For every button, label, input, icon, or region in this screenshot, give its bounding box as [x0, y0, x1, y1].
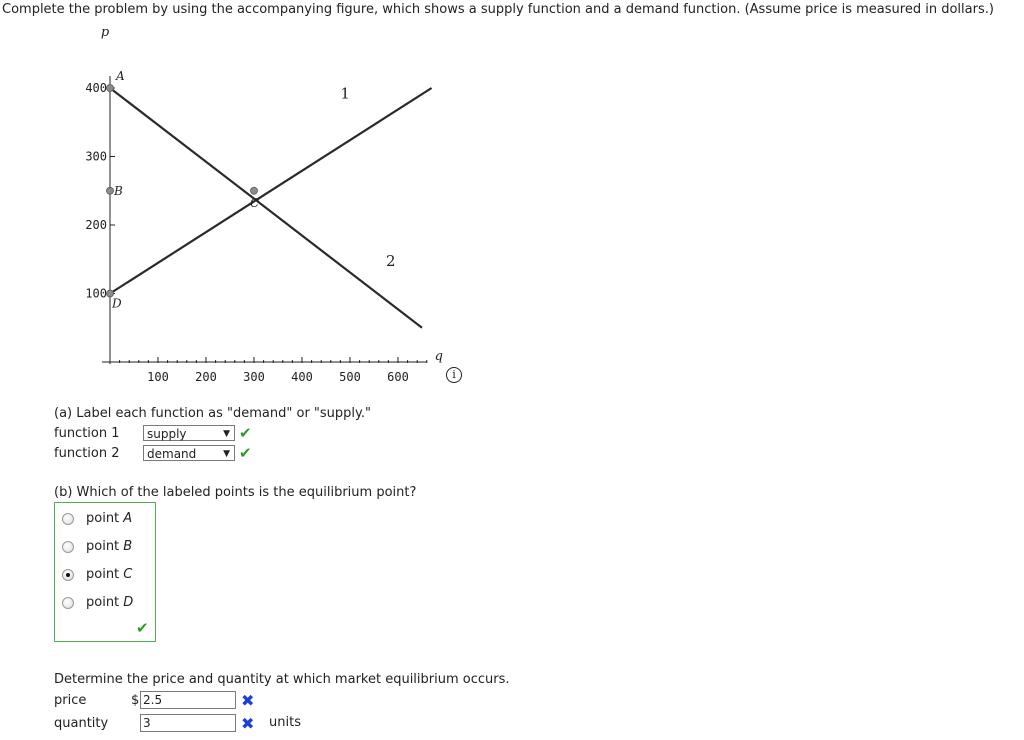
problem-statement: Complete the problem by using the accompanying figure, which shows a supply function and a demand function. (Assume price is measured in dollars.) [2, 2, 994, 17]
incorrect-x-icon: ✖ [241, 714, 255, 733]
dollar-sign: $ [131, 693, 140, 708]
y-axis-label: p [100, 25, 110, 40]
units-label: units [269, 715, 301, 730]
function-1-label: function 1 [54, 426, 120, 441]
correct-check-icon: ✔ [239, 444, 252, 462]
option-label-point-d: point D [86, 595, 134, 610]
supply-demand-chart [0, 20, 470, 390]
dropdown-arrow-icon: ▼ [223, 449, 230, 459]
x-tick-label: 200 [195, 370, 217, 384]
x-tick-label: 600 [387, 370, 409, 384]
x-tick-label: 400 [291, 370, 313, 384]
point-c-label: C [250, 195, 260, 210]
point-a-label: A [116, 69, 125, 83]
function-1-select[interactable] [143, 425, 235, 441]
price-label: price [54, 693, 87, 708]
function-2-number-label: 2 [386, 252, 396, 271]
info-icon[interactable]: i [446, 367, 462, 383]
radio-point-d[interactable] [62, 597, 74, 609]
incorrect-x-icon: ✖ [241, 691, 255, 710]
function-1-number-label: 1 [340, 84, 350, 103]
option-label-point-a: point A [86, 511, 133, 526]
point-d-label: D [112, 296, 122, 311]
x-tick-label: 300 [243, 370, 265, 384]
part-c-prompt: Determine the price and quantity at which market equilibrium occurs. [54, 672, 510, 687]
part-a-prompt: (a) Label each function as "demand" or "supply." [54, 406, 371, 421]
x-axis-label: q [434, 349, 443, 364]
price-input[interactable] [140, 691, 236, 709]
function-1-line [110, 88, 432, 294]
y-tick-label: 200 [85, 218, 107, 232]
correct-check-icon: ✔ [239, 424, 252, 442]
part-b-prompt: (b) Which of the labeled points is the equilibrium point? [54, 485, 417, 500]
option-label-point-c: point C [86, 567, 133, 582]
x-tick-label: 100 [147, 370, 169, 384]
radio-point-b[interactable] [62, 541, 74, 553]
point-a-marker [107, 85, 114, 92]
x-tick-label: 500 [339, 370, 361, 384]
quantity-input[interactable] [140, 714, 236, 732]
point-c-marker [251, 187, 258, 194]
y-tick-label: 100 [85, 286, 107, 301]
function-2-label: function 2 [54, 446, 120, 461]
point-b-marker [107, 187, 114, 194]
quantity-label: quantity [54, 716, 109, 731]
radio-point-c[interactable] [62, 569, 74, 581]
y-tick-label: 300 [85, 149, 107, 164]
function-2-select[interactable] [143, 445, 235, 461]
point-b-label: B [114, 183, 123, 198]
dropdown-arrow-icon: ▼ [223, 429, 230, 439]
function-2-selected-value: demand [147, 447, 197, 461]
function-1-selected-value: supply [147, 427, 187, 441]
y-tick-label: 400 [85, 81, 107, 95]
option-label-point-b: point B [86, 539, 133, 554]
radio-point-a[interactable] [62, 513, 74, 525]
correct-check-icon: ✔ [136, 619, 149, 637]
